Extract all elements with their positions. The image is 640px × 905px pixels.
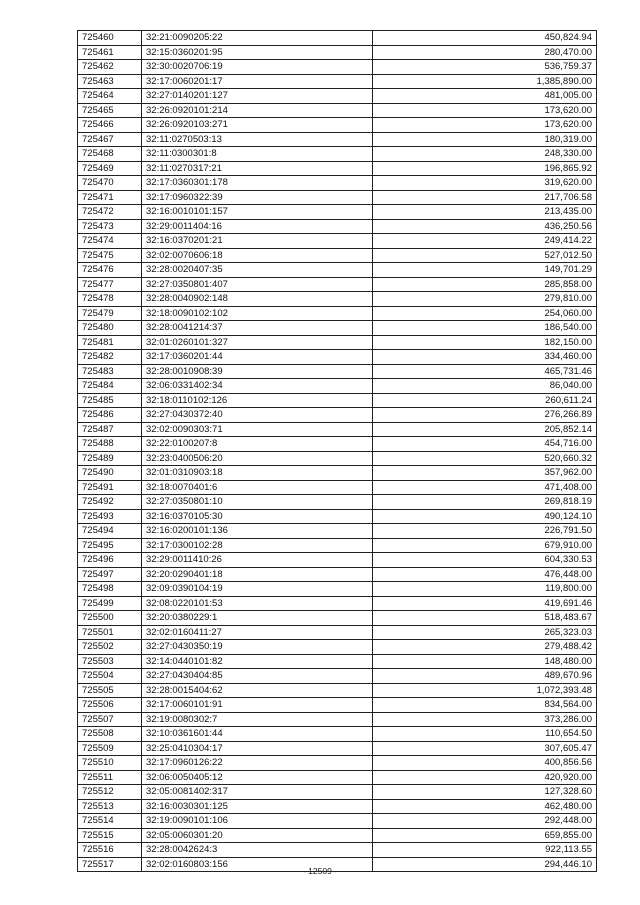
record-number-cell: 725494 <box>78 524 142 539</box>
table-row <box>78 379 597 394</box>
cadastral-number-cell: 32:27:0140201:127 <box>142 89 373 104</box>
record-number-cell: 725476 <box>78 263 142 278</box>
cadastral-number-cell: 32:17:0300102:28 <box>142 538 373 553</box>
amount-cell: 217,706.58 <box>373 190 597 205</box>
table-row <box>78 654 597 669</box>
amount-cell: 450,824.94 <box>373 31 597 46</box>
record-number-cell: 725516 <box>78 843 142 858</box>
amount-cell: 127,328.60 <box>373 785 597 800</box>
cadastral-number-cell: 32:28:0020407:35 <box>142 263 373 278</box>
amount-cell: 1,385,890.00 <box>373 74 597 89</box>
table-row <box>78 103 597 118</box>
table-row <box>78 176 597 191</box>
table-row <box>78 31 597 46</box>
amount-cell: 319,620.00 <box>373 176 597 191</box>
records-table <box>77 30 597 872</box>
amount-cell: 357,962.00 <box>373 466 597 481</box>
table-row <box>78 190 597 205</box>
cadastral-number-cell: 32:09:0390104:19 <box>142 582 373 597</box>
record-number-cell: 725508 <box>78 727 142 742</box>
table-row <box>78 451 597 466</box>
table-row <box>78 698 597 713</box>
record-number-cell: 725475 <box>78 248 142 263</box>
cadastral-number-cell: 32:02:0160411:27 <box>142 625 373 640</box>
record-number-cell: 725460 <box>78 31 142 46</box>
table-row <box>78 596 597 611</box>
cadastral-number-cell: 32:27:0350801:407 <box>142 277 373 292</box>
records-table-body <box>78 31 597 872</box>
amount-cell: 604,330.53 <box>373 553 597 568</box>
amount-cell: 269,818.19 <box>373 495 597 510</box>
record-number-cell: 725493 <box>78 509 142 524</box>
cadastral-number-cell: 32:05:0060301:20 <box>142 828 373 843</box>
table-row <box>78 161 597 176</box>
record-number-cell: 725474 <box>78 234 142 249</box>
cadastral-number-cell: 32:17:0060101:91 <box>142 698 373 713</box>
amount-cell: 520,660.32 <box>373 451 597 466</box>
cadastral-number-cell: 32:16:0030301:125 <box>142 799 373 814</box>
cadastral-number-cell: 32:30:0020706:19 <box>142 60 373 75</box>
record-number-cell: 725466 <box>78 118 142 133</box>
cadastral-number-cell: 32:01:0310903:18 <box>142 466 373 481</box>
amount-cell: 196,865.92 <box>373 161 597 176</box>
record-number-cell: 725511 <box>78 770 142 785</box>
amount-cell: 1,072,393.48 <box>373 683 597 698</box>
table-row <box>78 292 597 307</box>
cadastral-number-cell: 32:06:0331402:34 <box>142 379 373 394</box>
table-row <box>78 205 597 220</box>
table-row <box>78 74 597 89</box>
record-number-cell: 725473 <box>78 219 142 234</box>
table-row <box>78 263 597 278</box>
amount-cell: 186,540.00 <box>373 321 597 336</box>
amount-cell: 110,654.50 <box>373 727 597 742</box>
record-number-cell: 725484 <box>78 379 142 394</box>
amount-cell: 173,620.00 <box>373 103 597 118</box>
amount-cell: 279,810.00 <box>373 292 597 307</box>
amount-cell: 149,701.29 <box>373 263 597 278</box>
amount-cell: 148,480.00 <box>373 654 597 669</box>
table-row <box>78 132 597 147</box>
cadastral-number-cell: 32:25:0410304:17 <box>142 741 373 756</box>
record-number-cell: 725461 <box>78 45 142 60</box>
record-number-cell: 725462 <box>78 60 142 75</box>
amount-cell: 419,691.46 <box>373 596 597 611</box>
record-number-cell: 725491 <box>78 480 142 495</box>
amount-cell: 254,060.00 <box>373 306 597 321</box>
amount-cell: 420,920.00 <box>373 770 597 785</box>
amount-cell: 436,250.56 <box>373 219 597 234</box>
record-number-cell: 725517 <box>78 857 142 872</box>
table-row <box>78 611 597 626</box>
cadastral-number-cell: 32:27:0350801:10 <box>142 495 373 510</box>
cadastral-number-cell: 32:08:0220101:53 <box>142 596 373 611</box>
table-row <box>78 799 597 814</box>
amount-cell: 465,731.46 <box>373 364 597 379</box>
table-row <box>78 683 597 698</box>
cadastral-number-cell: 32:28:0040902:148 <box>142 292 373 307</box>
record-number-cell: 725500 <box>78 611 142 626</box>
cadastral-number-cell: 32:17:0360301:178 <box>142 176 373 191</box>
cadastral-number-cell: 32:27:0430372:40 <box>142 408 373 423</box>
record-number-cell: 725512 <box>78 785 142 800</box>
record-number-cell: 725490 <box>78 466 142 481</box>
record-number-cell: 725467 <box>78 132 142 147</box>
amount-cell: 527,012.50 <box>373 248 597 263</box>
amount-cell: 173,620.00 <box>373 118 597 133</box>
amount-cell: 334,460.00 <box>373 350 597 365</box>
record-number-cell: 725497 <box>78 567 142 582</box>
amount-cell: 180,319.00 <box>373 132 597 147</box>
record-number-cell: 725503 <box>78 654 142 669</box>
table-row <box>78 727 597 742</box>
cadastral-number-cell: 32:18:0110102:126 <box>142 393 373 408</box>
table-row <box>78 335 597 350</box>
cadastral-number-cell: 32:23:0400506:20 <box>142 451 373 466</box>
cadastral-number-cell: 32:11:0270503:13 <box>142 132 373 147</box>
record-number-cell: 725495 <box>78 538 142 553</box>
table-row <box>78 843 597 858</box>
amount-cell: 481,005.00 <box>373 89 597 104</box>
cadastral-number-cell: 32:20:0380229:1 <box>142 611 373 626</box>
cadastral-number-cell: 32:26:0920101:214 <box>142 103 373 118</box>
table-row <box>78 408 597 423</box>
cadastral-number-cell: 32:27:0430350:19 <box>142 640 373 655</box>
cadastral-number-cell: 32:28:0015404:62 <box>142 683 373 698</box>
cadastral-number-cell: 32:19:0090101:106 <box>142 814 373 829</box>
cadastral-number-cell: 32:22:0100207:8 <box>142 437 373 452</box>
cadastral-number-cell: 32:28:0041214:37 <box>142 321 373 336</box>
amount-cell: 265,323.03 <box>373 625 597 640</box>
amount-cell: 518,483.67 <box>373 611 597 626</box>
table-row <box>78 234 597 249</box>
table-row <box>78 321 597 336</box>
amount-cell: 226,791.50 <box>373 524 597 539</box>
table-row <box>78 306 597 321</box>
record-number-cell: 725479 <box>78 306 142 321</box>
cadastral-number-cell: 32:02:0160803:156 <box>142 857 373 872</box>
record-number-cell: 725468 <box>78 147 142 162</box>
amount-cell: 280,470.00 <box>373 45 597 60</box>
record-number-cell: 725480 <box>78 321 142 336</box>
cadastral-number-cell: 32:05:0081402:317 <box>142 785 373 800</box>
cadastral-number-cell: 32:14:0440101:82 <box>142 654 373 669</box>
table-row <box>78 350 597 365</box>
amount-cell: 249,414.22 <box>373 234 597 249</box>
table-row <box>78 814 597 829</box>
record-number-cell: 725506 <box>78 698 142 713</box>
record-number-cell: 725499 <box>78 596 142 611</box>
amount-cell: 307,605.47 <box>373 741 597 756</box>
record-number-cell: 725471 <box>78 190 142 205</box>
amount-cell: 471,408.00 <box>373 480 597 495</box>
cadastral-number-cell: 32:11:0270317:21 <box>142 161 373 176</box>
cadastral-number-cell: 32:20:0290401:18 <box>142 567 373 582</box>
record-number-cell: 725515 <box>78 828 142 843</box>
table-row <box>78 567 597 582</box>
table-row <box>78 60 597 75</box>
record-number-cell: 725489 <box>78 451 142 466</box>
cadastral-number-cell: 32:21:0090205:22 <box>142 31 373 46</box>
table-row <box>78 712 597 727</box>
amount-cell: 294,446.10 <box>373 857 597 872</box>
record-number-cell: 725492 <box>78 495 142 510</box>
cadastral-number-cell: 32:17:0960322:39 <box>142 190 373 205</box>
record-number-cell: 725507 <box>78 712 142 727</box>
cadastral-number-cell: 32:29:0011404:16 <box>142 219 373 234</box>
amount-cell: 462,480.00 <box>373 799 597 814</box>
table-row <box>78 741 597 756</box>
record-number-cell: 725510 <box>78 756 142 771</box>
page-number: - 12509 - <box>302 866 338 876</box>
record-number-cell: 725482 <box>78 350 142 365</box>
amount-cell: 490,124.10 <box>373 509 597 524</box>
amount-cell: 276,266.89 <box>373 408 597 423</box>
record-number-cell: 725483 <box>78 364 142 379</box>
cadastral-number-cell: 32:16:0200101:136 <box>142 524 373 539</box>
cadastral-number-cell: 32:16:0010101:157 <box>142 205 373 220</box>
table-row <box>78 785 597 800</box>
amount-cell: 679,910.00 <box>373 538 597 553</box>
cadastral-number-cell: 32:26:0920103:271 <box>142 118 373 133</box>
cadastral-number-cell: 32:29:0011410:26 <box>142 553 373 568</box>
cadastral-number-cell: 32:02:0090303:71 <box>142 422 373 437</box>
record-number-cell: 725477 <box>78 277 142 292</box>
table-row <box>78 219 597 234</box>
table-row <box>78 582 597 597</box>
table-row <box>78 480 597 495</box>
record-number-cell: 725481 <box>78 335 142 350</box>
amount-cell: 86,040.00 <box>373 379 597 394</box>
record-number-cell: 725513 <box>78 799 142 814</box>
cadastral-number-cell: 32:16:0370201:21 <box>142 234 373 249</box>
record-number-cell: 725496 <box>78 553 142 568</box>
amount-cell: 248,330.00 <box>373 147 597 162</box>
table-row <box>78 437 597 452</box>
record-number-cell: 725505 <box>78 683 142 698</box>
table-row <box>78 248 597 263</box>
table-row <box>78 147 597 162</box>
record-number-cell: 725509 <box>78 741 142 756</box>
amount-cell: 400,856.56 <box>373 756 597 771</box>
table-row <box>78 770 597 785</box>
cadastral-number-cell: 32:17:0960126:22 <box>142 756 373 771</box>
table-row <box>78 364 597 379</box>
table-row <box>78 553 597 568</box>
table-row <box>78 669 597 684</box>
cadastral-number-cell: 32:16:0370105:30 <box>142 509 373 524</box>
cadastral-number-cell: 32:15:0360201:95 <box>142 45 373 60</box>
cadastral-number-cell: 32:28:0010908:39 <box>142 364 373 379</box>
table-row <box>78 625 597 640</box>
table-row <box>78 640 597 655</box>
table-row <box>78 495 597 510</box>
cadastral-number-cell: 32:02:0070606:18 <box>142 248 373 263</box>
amount-cell: 659,855.00 <box>373 828 597 843</box>
record-number-cell: 725504 <box>78 669 142 684</box>
amount-cell: 182,150.00 <box>373 335 597 350</box>
amount-cell: 373,286.00 <box>373 712 597 727</box>
table-row <box>78 45 597 60</box>
record-number-cell: 725464 <box>78 89 142 104</box>
cadastral-number-cell: 32:28:0042624:3 <box>142 843 373 858</box>
record-number-cell: 725470 <box>78 176 142 191</box>
record-number-cell: 725486 <box>78 408 142 423</box>
amount-cell: 922,113.55 <box>373 843 597 858</box>
record-number-cell: 725514 <box>78 814 142 829</box>
cadastral-number-cell: 32:18:0090102:102 <box>142 306 373 321</box>
amount-cell: 489,670.96 <box>373 669 597 684</box>
cadastral-number-cell: 32:17:0360201:44 <box>142 350 373 365</box>
amount-cell: 205,852.14 <box>373 422 597 437</box>
record-number-cell: 725465 <box>78 103 142 118</box>
amount-cell: 260,611.24 <box>373 393 597 408</box>
amount-cell: 454,716.00 <box>373 437 597 452</box>
amount-cell: 536,759.37 <box>373 60 597 75</box>
cadastral-number-cell: 32:10:0361601:44 <box>142 727 373 742</box>
record-number-cell: 725498 <box>78 582 142 597</box>
record-number-cell: 725463 <box>78 74 142 89</box>
amount-cell: 285,858.00 <box>373 277 597 292</box>
amount-cell: 119,800.00 <box>373 582 597 597</box>
table-row <box>78 538 597 553</box>
table-row <box>78 509 597 524</box>
record-number-cell: 725487 <box>78 422 142 437</box>
table-row <box>78 393 597 408</box>
cadastral-number-cell: 32:11:0300301:8 <box>142 147 373 162</box>
cadastral-number-cell: 32:17:0060201:17 <box>142 74 373 89</box>
record-number-cell: 725501 <box>78 625 142 640</box>
table-row <box>78 422 597 437</box>
table-row <box>78 89 597 104</box>
cadastral-number-cell: 32:19:0080302:7 <box>142 712 373 727</box>
table-row <box>78 756 597 771</box>
table-row <box>78 524 597 539</box>
table-row <box>78 466 597 481</box>
amount-cell: 834,564.00 <box>373 698 597 713</box>
table-row <box>78 828 597 843</box>
amount-cell: 476,448.00 <box>373 567 597 582</box>
record-number-cell: 725472 <box>78 205 142 220</box>
amount-cell: 292,448.00 <box>373 814 597 829</box>
cadastral-number-cell: 32:27:0430404:85 <box>142 669 373 684</box>
record-number-cell: 725485 <box>78 393 142 408</box>
record-number-cell: 725488 <box>78 437 142 452</box>
record-number-cell: 725469 <box>78 161 142 176</box>
table-row <box>78 118 597 133</box>
record-number-cell: 725478 <box>78 292 142 307</box>
cadastral-number-cell: 32:01:0260101:327 <box>142 335 373 350</box>
amount-cell: 279,488.42 <box>373 640 597 655</box>
amount-cell: 213,435.00 <box>373 205 597 220</box>
cadastral-number-cell: 32:18:0070401:6 <box>142 480 373 495</box>
record-number-cell: 725502 <box>78 640 142 655</box>
table-row <box>78 277 597 292</box>
cadastral-number-cell: 32:06:0050405:12 <box>142 770 373 785</box>
